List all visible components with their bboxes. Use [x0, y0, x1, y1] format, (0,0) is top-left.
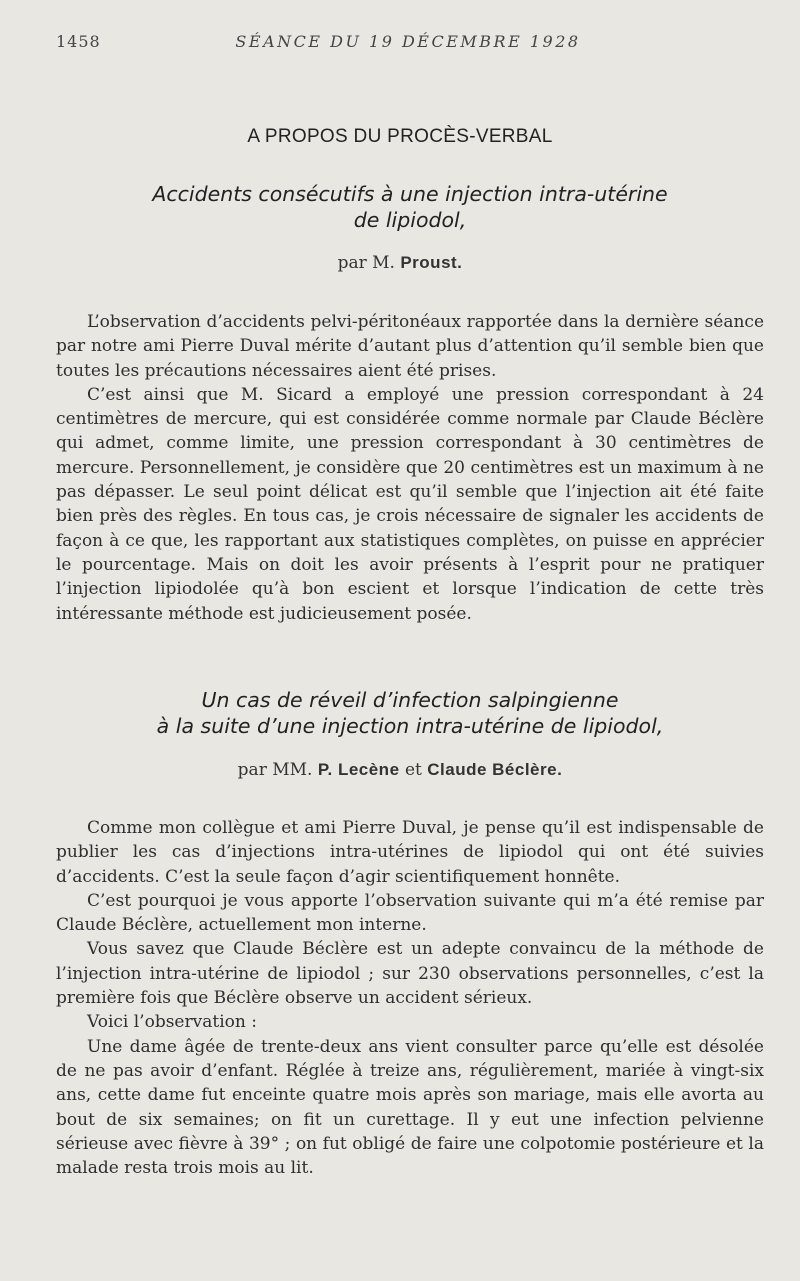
- paragraph: Vous savez que Claude Béclère est un adepte convaincu de la méthode de l’injection intra-utérine de lipiodol ; sur 230 observations personnelles, c’est la première fois que Béclère observe un accident sérieux.: [56, 939, 764, 1009]
- page-number: 1458: [56, 32, 101, 51]
- byline-prefix: par M.: [337, 253, 395, 273]
- running-header: [56, 32, 760, 56]
- article-1-title-line-1: Accidents consécutifs à une injection intra-utérine: [152, 182, 668, 206]
- paragraph: Voici l’observation :: [87, 1012, 257, 1033]
- paragraph: C’est pourquoi je vous apporte l’observation suivante qui m’a été remise par Claude Béclère, actuellement mon interne.: [56, 890, 764, 936]
- paragraph: C’est ainsi que M. Sicard a employé une pression correspondant à 24 centimètres de mercure, qui est considérée comme normale par Claude Béclère qui admet, comme limite, une pression correspondant à 30 centimètres de mercure. Personnellement, je considère que 20 centimètres est un maximum à ne pas dépasser. Le seul point délicat est qu’il semble que l’injection ait été faite bien près des règles. En tous cas, je crois nécessaire de signaler les accidents de façon à ce que, les rapportant aux statistiques complètes, on puisse en apprécier le pourcentage. Mais on doit les avoir présents à l’esprit pour ne pratiquer l’injection lipiodolée qu’à bon escient et lorsque l’indication de cette très intéressante méthode est judicieusement posée.: [56, 384, 764, 624]
- section-heading: A PROPOS DU PROCÈS-VERBAL: [247, 126, 553, 147]
- article-2-title-line-2: à la suite d’une injection intra-utérine de lipiodol,: [156, 714, 664, 738]
- byline-joiner: et: [404, 760, 422, 780]
- byline-author-1: P. Lecène: [317, 760, 400, 779]
- article-2-byline: [0, 760, 800, 780]
- article-1-title-line-2: de lipiodol,: [353, 208, 467, 232]
- article-2-title-line-1: Un cas de réveil d’infection salpingienne: [201, 688, 619, 712]
- article-2-title: [60, 687, 760, 739]
- byline-prefix: par MM.: [237, 760, 313, 780]
- running-title: SÉANCE DU 19 DÉCEMBRE 1928: [235, 32, 581, 51]
- paragraph: L’observation d’accidents pelvi-péritonéaux rapportée dans la dernière séance par notre ami Pierre Duval mérite d’autant plus d’attention qu’il semble bien que toutes les précautions nécessaires aient été prises.: [56, 312, 764, 381]
- byline-author: Proust.: [400, 253, 463, 272]
- byline-author-2: Claude Béclère.: [427, 760, 563, 779]
- article-1-byline: [0, 253, 800, 273]
- article-1-title: [60, 181, 760, 233]
- paragraph: Comme mon collègue et ami Pierre Duval, je pense qu’il est indispensable de publier les cas d’injections intra-utérines de lipiodol qui ont été suivies d’accidents. C’est la seule façon d’agir scientifiquement honnête.: [56, 818, 764, 887]
- article-2-body: [56, 816, 764, 1180]
- article-1-body: [56, 310, 764, 626]
- paragraph: Une dame âgée de trente-deux ans vient consulter parce qu’elle est désolée de ne pas avoir d’enfant. Réglée à treize ans, régulièrement, mariée à vingt-six ans, cette dame fut enceinte quatre mois après son mariage, mais elle avorta au bout de six semaines; on fit un curettage. Il y eut une infection pelvienne sérieuse avec fièvre à 39° ; on fut obligé de faire une colpotomie postérieure et la malade resta trois mois au lit.: [56, 1036, 764, 1179]
